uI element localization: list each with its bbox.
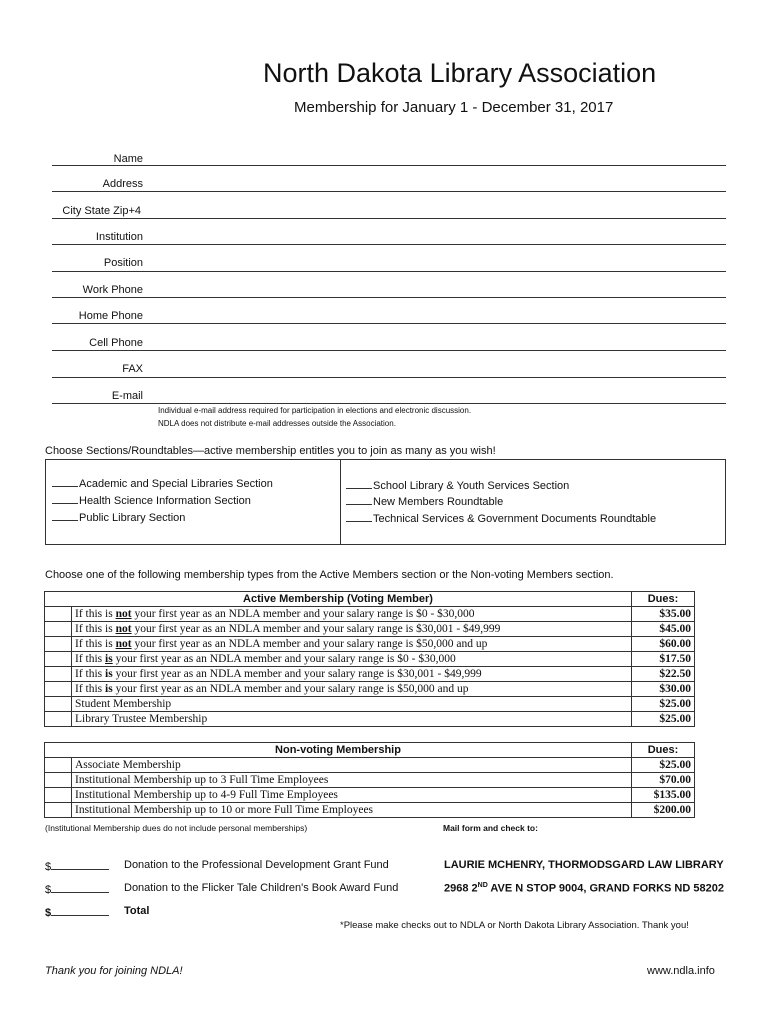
email-label: E-mail — [111, 390, 143, 402]
email-note-2: NDLA does not distribute e-mail addresses outside the Association. — [158, 419, 396, 428]
position-label: Position — [103, 257, 143, 269]
check-note: *Please make checks out to NDLA or North Dakota Library Association. Thank you! — [340, 920, 689, 931]
section-label: Technical Services & Government Documents Roundtable — [373, 513, 657, 525]
dollar-sign: $ — [45, 907, 52, 919]
checkbox-cell[interactable] — [45, 682, 72, 697]
address-label: Address — [102, 178, 143, 190]
dues-value: $60.00 — [632, 637, 695, 652]
section-option-school-library[interactable] — [346, 479, 569, 492]
address-part: 2968 2 — [444, 882, 478, 895]
institution-label: Institution — [95, 231, 143, 243]
dues-value: $70.00 — [632, 773, 695, 788]
row-text: If this is — [75, 608, 116, 620]
fax-field[interactable] — [52, 377, 726, 378]
dues-value: $200.00 — [632, 803, 695, 818]
email-field[interactable] — [52, 403, 726, 404]
institution-field[interactable] — [52, 244, 726, 245]
dues-value: $45.00 — [632, 622, 695, 637]
table-row — [45, 667, 695, 682]
row-text: Institutional Membership up to 10 or more Full Time Employees — [72, 803, 632, 818]
table-row — [45, 607, 695, 622]
dues-value: $30.00 — [632, 682, 695, 697]
row-text: your first year as an NDLA member and your salary range is $50,000 and up — [112, 683, 469, 695]
nonvoting-membership-table — [44, 742, 695, 818]
home-phone-label: Home Phone — [78, 310, 143, 322]
section-label: Public Library Section — [79, 512, 186, 524]
row-text: Institutional Membership up to 4-9 Full Time Employees — [72, 788, 632, 803]
active-membership-table — [44, 591, 695, 727]
checkbox-cell[interactable] — [45, 758, 72, 773]
footer-website[interactable]: www.ndla.info — [647, 965, 715, 977]
address-line-2 — [444, 882, 724, 895]
total-row[interactable] — [45, 905, 109, 919]
checkbox-cell[interactable] — [45, 712, 72, 727]
row-emphasis: not — [115, 608, 132, 620]
row-emphasis: is — [105, 668, 113, 680]
dues-value: $35.00 — [632, 607, 695, 622]
table-row — [45, 773, 695, 788]
section-label: Academic and Special Libraries Section — [79, 478, 273, 490]
email-note-1: Individual e-mail address required for participation in elections and electronic discussion. — [158, 406, 472, 415]
row-text: Institutional Membership up to 3 Full Time Employees — [72, 773, 632, 788]
dues-value: $17.50 — [632, 652, 695, 667]
row-text: your first year as an NDLA member and your salary range is $0 - $30,000 — [112, 653, 456, 665]
row-emphasis: is — [105, 683, 113, 695]
dues-value: $25.00 — [632, 712, 695, 727]
checkbox-cell[interactable] — [45, 667, 72, 682]
dues-header: Dues: — [632, 592, 695, 607]
donation-flicker-row[interactable] — [45, 882, 109, 896]
section-option-new-members[interactable] — [346, 495, 503, 508]
address-line-1: LAURIE MCHENRY, THORMODSGARD LAW LIBRARY — [444, 859, 724, 871]
page-subtitle: Membership for January 1 - December 31, 2017 — [294, 99, 614, 116]
row-text: If this is — [75, 638, 116, 650]
table-row — [45, 712, 695, 727]
checkbox-cell[interactable] — [45, 803, 72, 818]
dues-value: $25.00 — [632, 697, 695, 712]
row-text: your first year as an NDLA member and your salary range is $30,001 - $49,999 — [112, 668, 482, 680]
checkbox-cell[interactable] — [45, 607, 72, 622]
home-phone-field[interactable] — [52, 323, 726, 324]
row-text: your first year as an NDLA member and your salary range is $30,001 - $49,999 — [131, 623, 501, 635]
donation-flicker-label: Donation to the Flicker Tale Children's Book Award Fund — [124, 882, 399, 894]
cell-phone-field[interactable] — [52, 350, 726, 351]
membership-intro: Choose one of the following membership types from the Active Members section or the Non-voting Members section. — [45, 569, 614, 581]
donation-flicker-amount[interactable] — [51, 882, 109, 893]
row-text: If this — [75, 668, 106, 680]
city-state-zip-field[interactable] — [52, 218, 726, 219]
nonvoting-membership-header: Non-voting Membership — [45, 743, 632, 758]
row-text: If this — [75, 653, 106, 665]
dues-value: $135.00 — [632, 788, 695, 803]
fax-label: FAX — [122, 363, 143, 375]
dues-value: $25.00 — [632, 758, 695, 773]
section-option-technical-services[interactable] — [346, 512, 656, 525]
page-title: North Dakota Library Association — [263, 58, 657, 88]
row-text: Library Trustee Membership — [72, 712, 632, 727]
sections-box — [45, 459, 726, 545]
section-label: School Library & Youth Services Section — [373, 480, 570, 492]
row-text: If this — [75, 683, 106, 695]
active-membership-header: Active Membership (Voting Member) — [45, 592, 632, 607]
position-field[interactable] — [52, 271, 726, 272]
mail-label: Mail form and check to: — [443, 823, 538, 833]
row-text: Associate Membership — [72, 758, 632, 773]
row-emphasis: not — [115, 623, 132, 635]
city-state-zip-label: City State Zip+4 — [62, 205, 141, 217]
name-label: Name — [113, 153, 143, 165]
checkbox-cell[interactable] — [45, 773, 72, 788]
section-label: Health Science Information Section — [79, 495, 251, 507]
cell-phone-label: Cell Phone — [89, 337, 143, 349]
section-option-academic[interactable] — [52, 477, 273, 490]
total-label: Total — [124, 905, 150, 917]
row-text: If this is — [75, 623, 116, 635]
table-row — [45, 682, 695, 697]
checkbox-cell[interactable] — [45, 637, 72, 652]
table-row — [45, 622, 695, 637]
dues-value: $22.50 — [632, 667, 695, 682]
work-phone-label: Work Phone — [82, 284, 143, 296]
dollar-sign: $ — [45, 884, 52, 896]
donation-pdg-label: Donation to the Professional Development Grant Fund — [124, 859, 389, 871]
table-row — [45, 652, 695, 667]
table-row — [45, 758, 695, 773]
row-emphasis: is — [105, 653, 113, 665]
table-row — [45, 788, 695, 803]
address-part: AVE N STOP 9004, GRAND FORKS ND 58202 — [487, 882, 724, 895]
section-label: New Members Roundtable — [373, 496, 504, 508]
footer-thanks: Thank you for joining NDLA! — [45, 965, 183, 977]
section-option-health-science[interactable] — [52, 494, 251, 507]
checkbox-cell[interactable] — [45, 652, 72, 667]
donation-pdg-row[interactable] — [45, 859, 109, 873]
table-row — [45, 697, 695, 712]
table-row — [45, 637, 695, 652]
name-field[interactable] — [52, 165, 726, 166]
checkbox-cell[interactable] — [45, 788, 72, 803]
address-field[interactable] — [52, 191, 726, 192]
institutional-note: (Institutional Membership dues do not include personal memberships) — [45, 823, 308, 833]
sections-divider — [340, 460, 341, 544]
row-text: your first year as an NDLA member and your salary range is $0 - $30,000 — [131, 608, 475, 620]
sections-heading: Choose Sections/Roundtables—active membership entitles you to join as many as you wish! — [45, 445, 496, 457]
row-text: your first year as an NDLA member and your salary range is $50,000 and up — [131, 638, 488, 650]
section-option-public-library[interactable] — [52, 511, 185, 524]
address-superscript: ND — [477, 882, 488, 889]
row-text: Student Membership — [72, 697, 632, 712]
work-phone-field[interactable] — [52, 297, 726, 298]
dollar-sign: $ — [45, 861, 52, 873]
checkbox-cell[interactable] — [45, 622, 72, 637]
row-emphasis: not — [115, 638, 132, 650]
total-amount[interactable] — [51, 905, 109, 916]
checkbox-cell[interactable] — [45, 697, 72, 712]
dues-header: Dues: — [632, 743, 695, 758]
table-row — [45, 803, 695, 818]
donation-pdg-amount[interactable] — [51, 859, 109, 870]
